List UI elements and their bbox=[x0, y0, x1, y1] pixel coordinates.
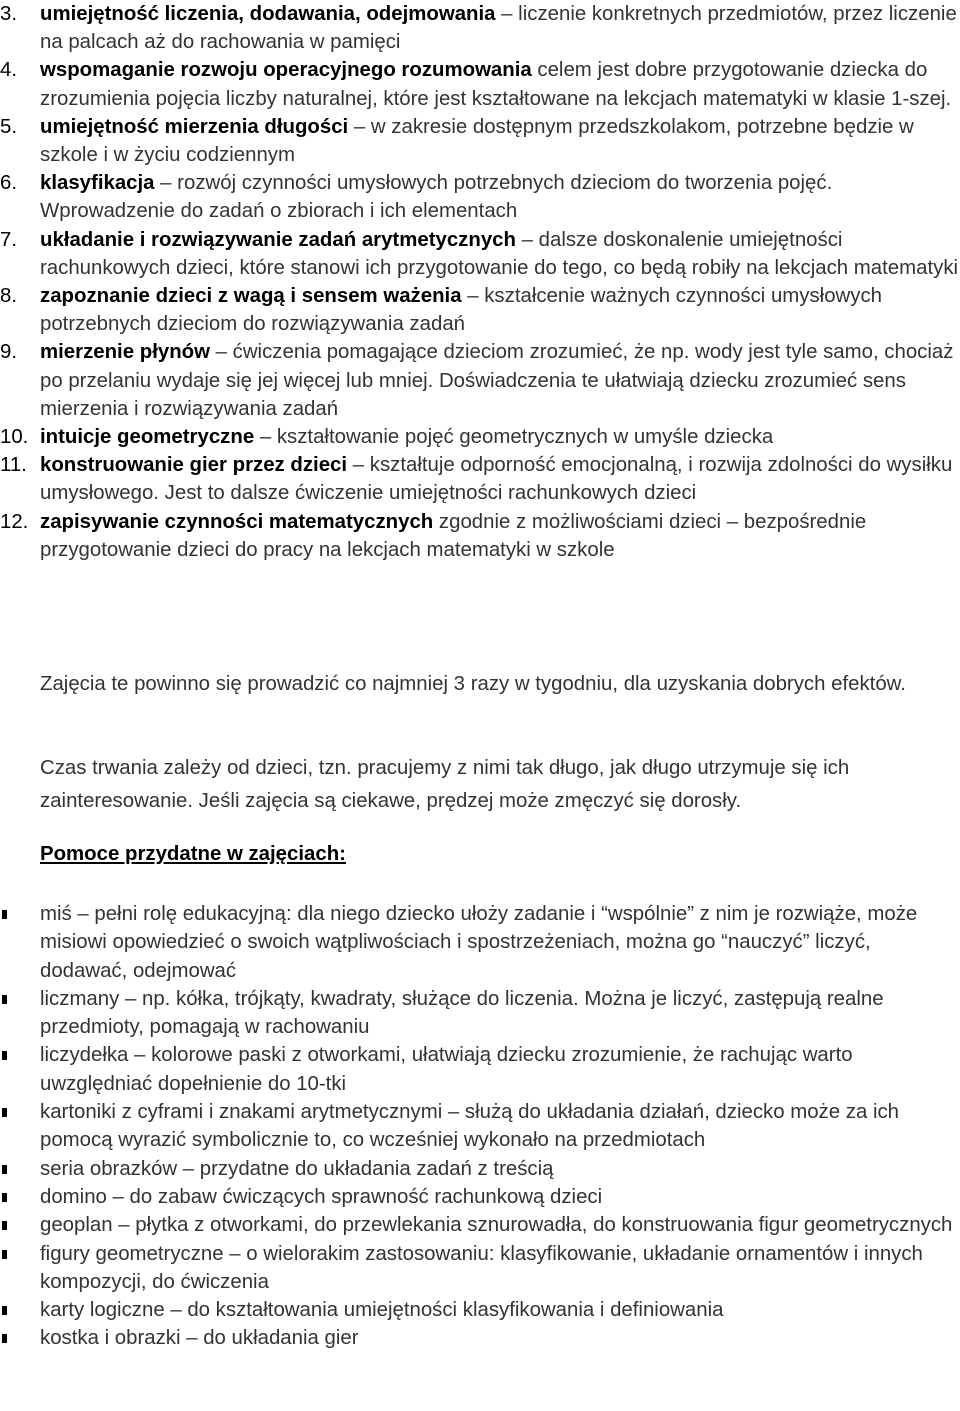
item-term: wspomaganie rozwoju operacyjnego rozumowania bbox=[40, 59, 532, 82]
list-item bbox=[0, 1240, 960, 1297]
item-description: – kształtuje odporność emocjonalną, i rozwija zdolności do wysiłku umysłowego. Jest to dalsze ćwiczenie umiejętności rachunkowych dzieci bbox=[40, 454, 953, 505]
item-term: zapisywanie czynności matematycznych bbox=[40, 510, 434, 533]
item-description: celem jest dobre przygotowanie dziecka do zrozumienia pojęcia liczby naturalnej, które jest kształtowane na lekcjach matematyki w klasie 1-szej. bbox=[40, 59, 952, 110]
item-description: zgodnie z możliwościami dzieci – bezpośrednie przygotowanie dzieci do pracy na lekcjach matematyki w szkole bbox=[40, 510, 867, 561]
item-term: konstruowanie gier przez dzieci bbox=[40, 454, 348, 477]
item-number: 3. bbox=[0, 3, 18, 25]
list-item bbox=[0, 169, 960, 225]
item-term: klasyfikacja bbox=[40, 172, 155, 195]
item-description: – liczenie konkretnych przedmiotów, przez liczenie na palcach aż do rachowania w pamięci bbox=[40, 3, 957, 54]
list-item bbox=[0, 1183, 960, 1211]
item-number: 12. bbox=[0, 510, 29, 533]
list-item bbox=[0, 1041, 960, 1098]
list-item bbox=[0, 1296, 960, 1324]
list-item bbox=[0, 900, 960, 985]
list-item bbox=[0, 1155, 960, 1183]
item-description: – w zakresie dostępnym przedszkolakom, potrzebne będzie w szkole i w życiu codziennym bbox=[40, 115, 914, 167]
list-item bbox=[0, 1211, 960, 1239]
list-item bbox=[0, 226, 960, 282]
item-term: zapoznanie dzieci z wagą i sensem ważenia bbox=[40, 285, 462, 308]
list-item bbox=[0, 1324, 960, 1352]
bullet-icon bbox=[2, 995, 7, 1004]
item-description: – ćwiczenia pomagające dzieciom zrozumieć, że np. wody jest tyle samo, chociaż po przelaniu wydaje się jej więcej lub mniej. Doświadczenia te ułatwiają dziecku zrozumieć sens mierzenia i rozwiązywania zadań bbox=[40, 341, 954, 420]
bullet-text: seria obrazków – przydatne do układania zadań z treścią bbox=[40, 1157, 554, 1180]
bullet-text: miś – pełni rolę edukacyjną: dla niego dziecko ułoży zadanie i “wspólnie” z nim je rozwiąże, może misiowi opowiedzieć o swoich wątpliwościach i spostrzeżeniach, można go “nauczyć” liczyć, dodawać, odejmować bbox=[40, 903, 918, 982]
item-description: – kształtowanie pojęć geometrycznych w umyśle dziecka bbox=[254, 426, 774, 449]
bullet-icon bbox=[2, 1250, 7, 1259]
list-item bbox=[0, 338, 960, 423]
list-item bbox=[0, 423, 960, 451]
bullet-text: karty logiczne – do kształtowania umiejętności klasyfikowania i definiowania bbox=[40, 1299, 724, 1322]
bullet-text: figury geometryczne – o wielorakim zastosowaniu: klasyfikowanie, układanie ornamentów i innych kompozycji, do ćwiczenia bbox=[40, 1242, 923, 1293]
item-number: 7. bbox=[0, 228, 18, 251]
numbered-list bbox=[0, 0, 960, 564]
list-item bbox=[0, 1098, 960, 1155]
bullet-text: kostka i obrazki – do układania gier bbox=[40, 1327, 359, 1350]
list-item bbox=[0, 508, 960, 564]
item-number: 4. bbox=[0, 59, 18, 82]
item-number: 9. bbox=[0, 341, 18, 364]
bullet-icon bbox=[2, 1334, 7, 1343]
bullet-icon bbox=[2, 1165, 7, 1174]
item-number: 8. bbox=[0, 285, 18, 308]
bullet-text: geoplan – płytka z otworkami, do przewlekania sznurowadła, do konstruowania figur geometrycznych bbox=[40, 1214, 953, 1237]
bullet-icon bbox=[2, 1051, 7, 1060]
item-term: mierzenie płynów bbox=[40, 341, 210, 364]
item-description: – rozwój czynności umysłowych potrzebnych dzieciom do tworzenia pojęć. Wprowadzenie do zadań o zbiorach i ich elementach bbox=[40, 172, 833, 223]
bullet-list bbox=[0, 900, 960, 1353]
paragraph-duration: Czas trwania zależy od dzieci, tzn. pracujemy z nimi tak długo, jak długo utrzymuje się ich zainteresowanie. Jeśli zajęcia są ciekawe, prędzej może zmęczyć się dorosły. bbox=[40, 757, 850, 812]
item-term: układanie i rozwiązywanie zadań arytmetycznych bbox=[40, 228, 516, 251]
item-number: 11. bbox=[0, 454, 27, 477]
bullet-icon bbox=[2, 1221, 7, 1230]
list-item bbox=[0, 985, 960, 1042]
bullet-text: kartoniki z cyframi i znakami arytmetycznymi – służą do układania działań, dziecko może za ich pomocą wyrazić symbolicznie to, co wcześniej wykonało na przedmiotach bbox=[40, 1101, 900, 1152]
list-item bbox=[0, 113, 960, 169]
item-number: 5. bbox=[0, 115, 18, 138]
bullet-text: liczydełka – kolorowe paski z otworkami, ułatwiają dziecku zrozumienie, że rachując warto uwzględniać dopełnienie do 10-tki bbox=[40, 1044, 853, 1095]
list-item bbox=[0, 0, 960, 56]
list-item bbox=[0, 282, 960, 338]
item-description: – dalsze doskonalenie umiejętności rachunkowych dzieci, które stanowi ich przygotowanie do tego, co będą robiły na lekcjach matematyki bbox=[40, 228, 959, 279]
section-heading: Pomoce przydatne w zajęciach: bbox=[40, 843, 346, 865]
paragraph-frequency: Zajęcia te powinno się prowadzić co najmniej 3 razy w tygodniu, dla uzyskania dobrych efektów. bbox=[40, 673, 906, 695]
bullet-icon bbox=[2, 1193, 7, 1202]
item-term: umiejętność liczenia, dodawania, odejmowania bbox=[40, 3, 496, 25]
item-description: – kształcenie ważnych czynności umysłowych potrzebnych dzieciom do rozwiązywania zadań bbox=[40, 285, 882, 336]
bullet-icon bbox=[2, 1306, 7, 1315]
bullet-icon bbox=[2, 1108, 7, 1117]
bullet-icon bbox=[2, 910, 7, 919]
item-number: 10. bbox=[0, 426, 29, 449]
bullet-text: liczmany – np. kółka, trójkąty, kwadraty, służące do liczenia. Można je liczyć, zastępują realne przedmioty, pomagają w rachowaniu bbox=[40, 987, 884, 1039]
item-term: intuicje geometryczne bbox=[40, 426, 255, 449]
list-item bbox=[0, 56, 960, 112]
bullet-text: domino – do zabaw ćwiczących sprawność rachunkową dzieci bbox=[40, 1185, 603, 1208]
list-item bbox=[0, 451, 960, 507]
item-term: umiejętność mierzenia długości bbox=[40, 115, 349, 138]
item-number: 6. bbox=[0, 172, 18, 195]
